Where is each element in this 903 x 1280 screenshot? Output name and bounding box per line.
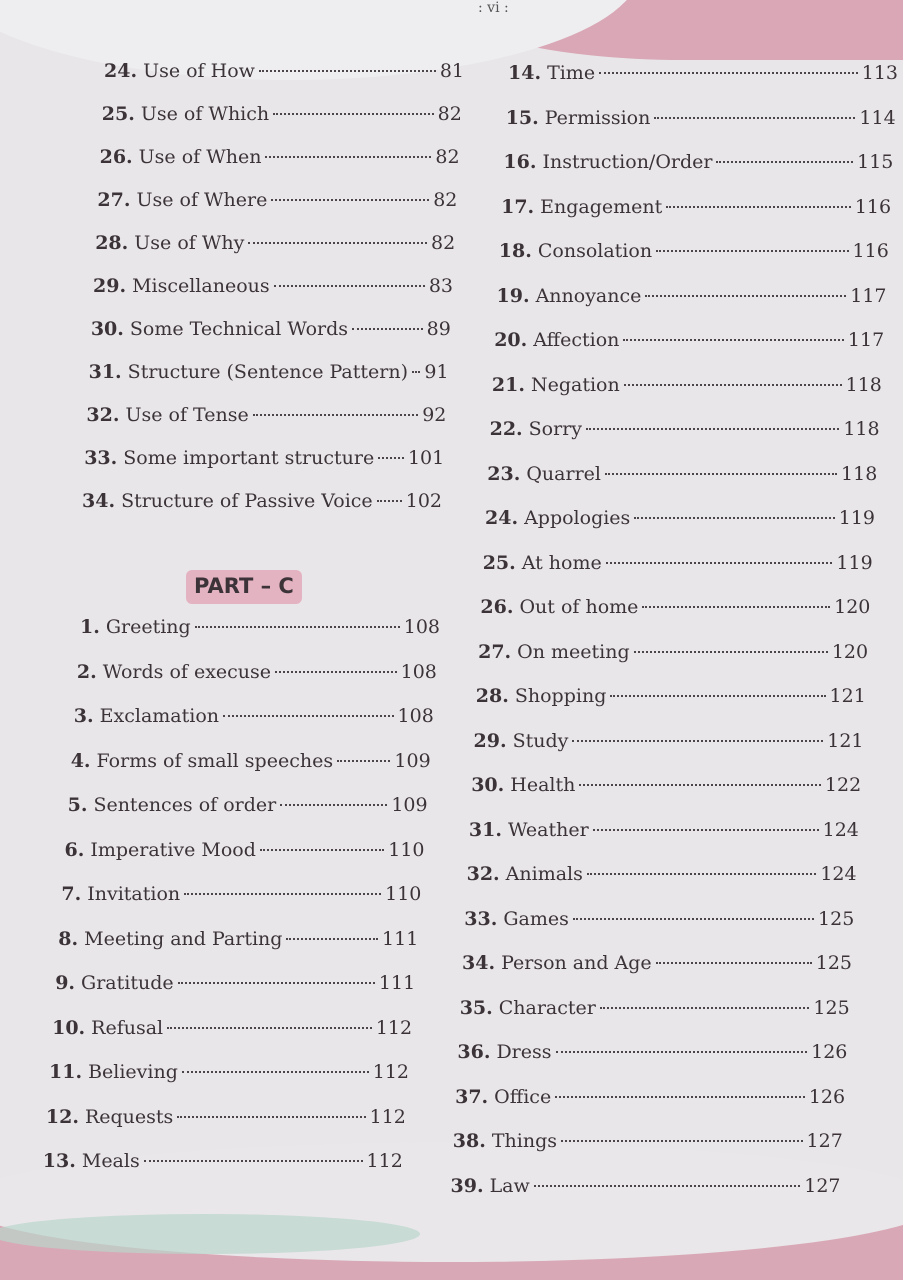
toc-entry-page: 82 [435, 146, 460, 168]
toc-entry-number: 36. [457, 1041, 491, 1063]
toc-entry-number: 17. [501, 195, 535, 218]
toc-entry [451, 1175, 841, 1201]
toc-entry [457, 1041, 847, 1067]
toc-entry-page: 112 [366, 1150, 403, 1172]
toc-entry-title: Engagement [540, 195, 663, 218]
toc-entry-number: 19. [496, 284, 530, 307]
toc-entry-title: Use of Which [140, 103, 270, 125]
toc-entry-page: 126 [808, 1085, 846, 1108]
toc-entry [469, 819, 859, 845]
toc-entry [455, 1086, 845, 1112]
toc-entry-page: 112 [372, 1061, 409, 1083]
toc-entry-number: 10. [52, 1016, 86, 1039]
toc-entry [97, 189, 457, 215]
toc-entry-page: 92 [422, 404, 447, 426]
toc-entry-number: 25. [482, 551, 516, 574]
toc-entry-page: 116 [852, 240, 889, 262]
toc-entry-number: 4. [70, 749, 91, 772]
toc-leader-dots [610, 695, 825, 697]
toc-entry-title: Words of execuse [102, 660, 272, 683]
toc-entry-page: 108 [400, 660, 437, 683]
toc-entry-page: 121 [829, 685, 866, 707]
toc-leader-dots [642, 606, 830, 608]
toc-leader-dots [573, 918, 814, 920]
toc-entry-number: 24. [104, 60, 138, 82]
toc-entry [71, 750, 431, 776]
toc-entry-number: 37. [455, 1085, 489, 1108]
toc-entry-number: 29. [93, 275, 127, 297]
toc-entry-number: 9. [55, 972, 76, 994]
toc-entry-number: 27. [478, 640, 512, 663]
toc-leader-dots [654, 117, 855, 119]
toc-entry-title: Sentences of order [93, 794, 277, 816]
toc-entry [49, 1061, 409, 1087]
toc-entry-title: Requests [84, 1105, 174, 1128]
toc-leader-dots [144, 1160, 363, 1162]
toc-entry-page: 115 [857, 151, 894, 173]
toc-entry-number: 21. [491, 373, 525, 396]
toc-entry-number: 34. [82, 490, 116, 512]
toc-entry [86, 404, 446, 430]
toc-entry [52, 1017, 412, 1043]
toc-entry [483, 552, 873, 578]
toc-entry-number: 26. [480, 596, 514, 618]
toc-entry [93, 275, 453, 301]
toc-entry-number: 30. [90, 318, 124, 340]
toc-entry [497, 285, 887, 311]
toc-entry-title: Structure of Passive Voice [121, 490, 373, 512]
toc-leader-dots [195, 626, 400, 628]
toc-entry [43, 1150, 403, 1176]
toc-entry-number: 34. [462, 952, 496, 974]
toc-entry-number: 31. [88, 361, 122, 383]
toc-leader-dots [534, 1185, 800, 1187]
toc-leader-dots [572, 740, 823, 742]
toc-entry-page: 117 [850, 284, 887, 307]
toc-entry-title: Quarrel [526, 462, 601, 485]
page-number: : vi : [478, 0, 509, 16]
toc-entry-number: 28. [475, 685, 509, 707]
toc-entry-page: 102 [405, 490, 442, 512]
toc-entry-title: Permission [544, 106, 651, 129]
toc-entry-title: Exclamation [99, 705, 220, 727]
toc-leader-dots [666, 206, 851, 208]
toc-entry-page: 127 [806, 1130, 843, 1152]
toc-entry-title: Negation [530, 373, 620, 396]
toc-leader-dots [274, 285, 425, 287]
toc-leader-dots [184, 893, 381, 895]
toc-leader-dots [177, 1116, 365, 1118]
toc-entry-page: 120 [831, 640, 869, 663]
toc-entry-number: 26. [99, 146, 133, 168]
toc-leader-dots [716, 161, 853, 163]
toc-entry [476, 685, 866, 711]
toc-leader-dots [623, 339, 844, 341]
toc-entry-page: 112 [369, 1105, 406, 1128]
toc-entry-number: 25. [101, 103, 135, 125]
toc-entry-page: 82 [437, 103, 462, 125]
toc-entry [89, 361, 449, 387]
toc-entry-page: 114 [859, 106, 896, 129]
toc-entry-title: Office [494, 1085, 552, 1108]
toc-entry [100, 146, 460, 172]
toc-entry [74, 705, 434, 731]
toc-entry-title: Sorry [528, 418, 583, 440]
toc-leader-dots [273, 113, 433, 115]
toc-entry-title: Consolation [537, 240, 653, 262]
toc-leader-dots [586, 428, 839, 430]
toc-entry-title: Health [510, 774, 576, 796]
toc-entry-title: Believing [88, 1061, 178, 1083]
toc-leader-dots [556, 1051, 808, 1053]
toc-entry-page: 124 [822, 818, 859, 841]
bottom-teal-decoration [0, 1214, 420, 1254]
toc-entry-title: Animals [505, 863, 583, 885]
toc-entry-title: Use of Tense [125, 404, 249, 426]
toc-leader-dots [178, 982, 375, 984]
toc-entry-page: 119 [838, 507, 875, 529]
toc-entry-title: Imperative Mood [90, 838, 256, 861]
toc-entry [95, 232, 455, 258]
toc-leader-dots [600, 1007, 810, 1009]
toc-entry-number: 15. [505, 106, 539, 129]
toc-leader-dots [599, 72, 858, 74]
toc-entry [104, 60, 464, 86]
toc-entry-title: Affection [533, 329, 620, 351]
toc-entry [506, 107, 896, 133]
toc-entry-number: 38. [452, 1130, 486, 1152]
toc-entry [58, 928, 418, 954]
toc-leader-dots [587, 873, 816, 875]
toc-entry-title: Meeting and Parting [84, 927, 283, 950]
toc-entry-number: 11. [49, 1061, 83, 1083]
toc-entry [55, 972, 415, 998]
toc-entry-page: 83 [428, 275, 453, 297]
toc-leader-dots [248, 242, 427, 244]
toc-entry-page: 126 [811, 1041, 848, 1063]
toc-entry-number: 24. [485, 507, 519, 529]
toc-entry-title: Miscellaneous [132, 275, 270, 297]
toc-entry-title: Invitation [87, 883, 181, 905]
toc-entry-page: 118 [845, 373, 882, 396]
toc-entry-page: 113 [861, 62, 898, 84]
toc-entry [480, 596, 870, 622]
toc-entry [490, 418, 880, 444]
toc-leader-dots [561, 1140, 803, 1142]
toc-entry-number: 2. [76, 660, 97, 683]
toc-entry [82, 490, 442, 516]
toc-leader-dots [352, 328, 423, 330]
toc-entry [77, 661, 437, 687]
toc-entry [460, 997, 850, 1023]
toc-entry-title: Out of home [519, 596, 639, 618]
toc-entry [487, 463, 877, 489]
toc-entry-page: 121 [827, 729, 864, 752]
toc-entry [80, 616, 440, 642]
toc-entry-title: Study [512, 729, 569, 752]
toc-entry-number: 14. [508, 62, 542, 84]
toc-leader-dots [259, 70, 436, 72]
toc-entry-page: 118 [843, 418, 880, 440]
toc-entry [474, 730, 864, 756]
toc-leader-dots [378, 457, 404, 459]
toc-entry-number: 28. [95, 232, 129, 254]
toc-leader-dots [167, 1027, 372, 1029]
toc-entry-title: Use of When [138, 146, 262, 168]
toc-entry-page: 109 [394, 749, 431, 772]
toc-entry-page: 119 [836, 551, 873, 574]
toc-entry-page: 82 [431, 232, 456, 254]
toc-entry-title: Some important structure [123, 447, 375, 469]
toc-entry-number: 32. [466, 863, 500, 885]
toc-entry-title: Time [547, 62, 596, 84]
toc-entry-page: 108 [403, 616, 440, 638]
toc-entry-title: Appologies [524, 507, 631, 529]
toc-entry-title: Games [503, 907, 569, 930]
toc-entry-title: Shopping [514, 685, 607, 707]
part-c-heading: PART – C [186, 570, 302, 604]
toc-entry-number: 3. [73, 705, 94, 727]
toc-entry-number: 33. [84, 447, 118, 469]
toc-entry-page: 91 [424, 361, 449, 383]
toc-entry-title: At home [521, 551, 602, 574]
toc-entry-number: 35. [459, 996, 493, 1019]
toc-entry-page: 116 [854, 195, 892, 218]
toc-entry-page: 127 [804, 1174, 841, 1197]
toc-entry-title: On meeting [517, 640, 630, 663]
toc-entry-page: 110 [388, 838, 425, 861]
toc-leader-dots [377, 500, 402, 502]
toc-entry-number: 30. [471, 774, 505, 796]
toc-entry-title: Character [498, 996, 596, 1019]
toc-entry [492, 374, 882, 400]
toc-entry-number: 29. [473, 729, 507, 752]
toc-leader-dots [280, 804, 387, 806]
toc-leader-dots [412, 371, 420, 373]
toc-entry [462, 952, 852, 978]
toc-entry-number: 39. [450, 1174, 484, 1197]
toc-leader-dots [593, 829, 819, 831]
toc-entry-number: 8. [58, 927, 79, 950]
toc-entry [61, 883, 421, 909]
toc-leader-dots [337, 760, 390, 762]
toc-entry-number: 22. [489, 418, 523, 440]
toc-entry-number: 7. [61, 883, 82, 905]
toc-entry-number: 33. [464, 907, 498, 930]
toc-entry-number: 20. [494, 329, 528, 351]
toc-entry [91, 318, 451, 344]
toc-entry-number: 31. [468, 818, 502, 841]
toc-entry [503, 151, 893, 177]
toc-entry-title: Law [489, 1174, 530, 1197]
toc-entry-title: Some Technical Words [129, 318, 349, 340]
toc-entry-title: Use of How [143, 60, 255, 82]
toc-entry-number: 27. [97, 189, 131, 211]
toc-entry [68, 794, 428, 820]
toc-entry [471, 774, 861, 800]
toc-entry [84, 447, 444, 473]
toc-entry-page: 82 [433, 189, 458, 211]
toc-entry-title: Annoyance [535, 284, 642, 307]
toc-entry-page: 111 [382, 927, 419, 950]
toc-entry-title: Structure (Sentence Pattern) [127, 361, 408, 383]
toc-entry [478, 641, 868, 667]
toc-leader-dots [265, 156, 431, 158]
toc-entry-number: 32. [86, 404, 120, 426]
toc-entry-page: 120 [834, 596, 871, 618]
toc-entry [46, 1106, 406, 1132]
toc-entry [65, 839, 425, 865]
toc-entry-title: Greeting [105, 616, 191, 638]
toc-part-c-column [30, 616, 440, 1196]
toc-entry-page: 109 [391, 794, 428, 816]
toc-entry-title: Refusal [91, 1016, 164, 1039]
toc-entry-number: 13. [42, 1150, 76, 1172]
toc-leader-dots [645, 295, 846, 297]
toc-leader-dots [223, 715, 394, 717]
toc-entry-title: Gratitude [81, 972, 174, 994]
toc-entry-number: 5. [67, 794, 88, 816]
toc-entry-title: Weather [507, 818, 589, 841]
toc-entry-page: 101 [407, 447, 445, 469]
toc-entry-title: Forms of small speeches [96, 749, 334, 772]
toc-entry-page: 89 [426, 318, 451, 340]
toc-leader-dots [634, 517, 834, 519]
toc-leader-dots [624, 384, 842, 386]
toc-entry [485, 507, 875, 533]
toc-leader-dots [275, 671, 397, 673]
toc-entry-page: 125 [818, 907, 855, 930]
toc-entry-page: 118 [841, 462, 878, 485]
toc-leader-dots [555, 1096, 805, 1098]
toc-leader-dots [606, 562, 833, 564]
toc-entry [494, 329, 884, 355]
toc-entry-page: 110 [385, 883, 422, 905]
toc-entry-page: 125 [815, 952, 852, 974]
toc-entry-title: Meals [81, 1150, 140, 1172]
toc-leader-dots [656, 250, 848, 252]
toc-leader-dots [286, 938, 378, 940]
toc-entry [102, 103, 462, 129]
toc-entry [501, 196, 891, 222]
toc-entry-number: 18. [498, 240, 532, 262]
toc-entry-page: 117 [847, 329, 885, 351]
toc-entry [464, 908, 854, 934]
toc-entry-page: 112 [375, 1016, 413, 1039]
toc-entry-title: Instruction/Order [542, 151, 713, 173]
toc-entry-number: 16. [503, 151, 537, 173]
toc-leader-dots [605, 473, 837, 475]
toc-entry-number: 6. [64, 838, 85, 861]
toc-leader-dots [271, 199, 429, 201]
toc-entry [508, 62, 898, 88]
toc-entry-title: Use of Where [136, 189, 268, 211]
toc-entry [499, 240, 889, 266]
toc-entry-number: 1. [80, 616, 100, 638]
toc-entry [467, 863, 857, 889]
toc-entry-title: Dress [496, 1041, 552, 1063]
toc-leader-dots [182, 1071, 369, 1073]
toc-entry-page: 125 [813, 996, 850, 1019]
toc-leader-dots [579, 784, 821, 786]
toc-entry-page: 111 [378, 972, 416, 994]
toc-entry-page: 122 [824, 774, 862, 796]
toc-entry-title: Things [491, 1130, 557, 1152]
toc-entry [453, 1130, 843, 1156]
toc-entry-page: 108 [397, 705, 434, 727]
toc-entry-title: Use of Why [134, 232, 245, 254]
toc-entry-number: 23. [487, 462, 521, 485]
toc-leader-dots [656, 962, 812, 964]
toc-leader-dots [260, 849, 384, 851]
toc-entry-page: 81 [439, 60, 464, 82]
toc-leader-dots [634, 651, 828, 653]
toc-entry-page: 124 [820, 863, 857, 885]
toc-leader-dots [253, 414, 419, 416]
toc-entry-title: Person and Age [501, 952, 652, 974]
toc-entry-number: 12. [45, 1105, 79, 1128]
